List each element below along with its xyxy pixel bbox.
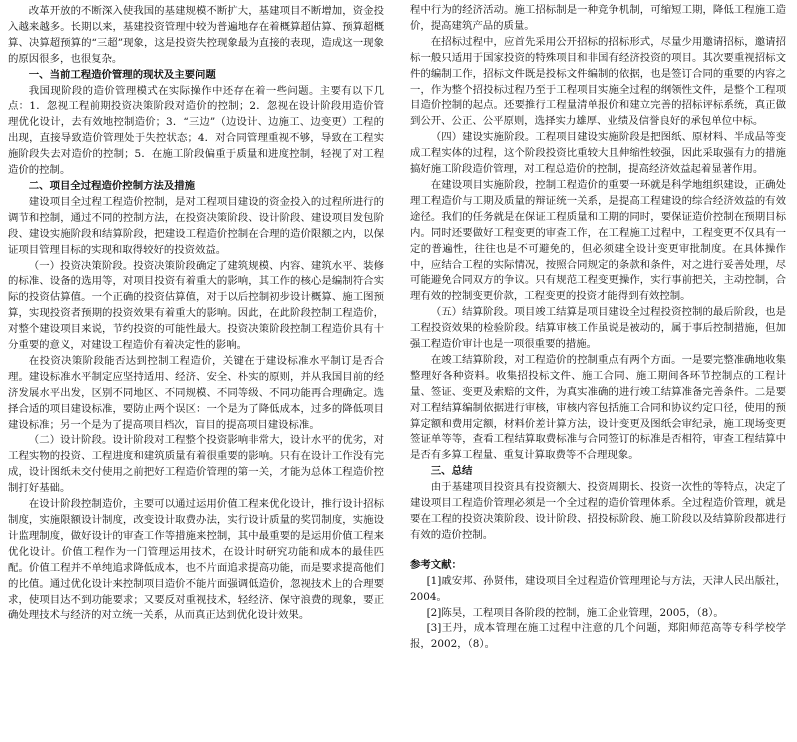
standard-paragraph: 在投资决策阶段能否达到控制工程造价，关键在于建设标准水平制订是否合理。建设标准水平制定应坚持适用、经济、安全、朴实的原则，并从我国目前的经济发展水平出发，区别不同地区、不同规模、不同等级、不同功能再合理确定。选择合适的项目建设标准，要防止两个误区：一个是为了降低成本，过多的降低项目建设标准；另一个是为了提高项目档次，盲目的提高项目建设标准。 [8, 354, 384, 431]
construction-control-paragraph: 在建设项目实施阶段，控制工程造价的重要一环就是科学地组织建设，正确处理工程造价与工期及质量的辩证统一关系，是提高工程建设的综合经济效益的有效途径。我们的任务就是在保证工程质量和工期的同时，要保证造价控制在预期目标内。同时还要做好工程变更的审查工作，在工程施工过程中，工程变更不仅具有一定的普遍性，往往也是不可避免的，但必须建全设计变更审批制度。在具体操作中，应结合工程的实际情况，按照合同规定的条款和条件，对之进行妥善处理，尽可能避免合同双方的争议。只有规范工程变更操作，实行事前把关，主动控制，合理有效的控制变更价款，工程变更的投资才能得到有效控制。 [410, 178, 786, 303]
summary-paragraph: 由于基建项目投资具有投资额大、投资周期长、投资一次性的等特点，决定了建设项目工程造价管理必须是一个全过程的造价管理体系。全过程造价管理，就是要在工程的投资决策阶段、设计阶段、招投标阶段、施工阶段以及结算阶段都进行有效的造价控制。 [410, 481, 786, 541]
section-heading-3: 三、总结 [430, 465, 473, 478]
right-column [410, 3, 786, 653]
references-title: 参考文献： [410, 558, 462, 571]
intro-paragraph: 改革开放的不断深入使我国的基建规模不断扩大，基建项目不断增加，资金投入越来越多。长期以来，基建投资管理中较为普遍地存在着概算超估算、预算超概算、决算超预算的“三超”现象，这是投资失控现象最为直接的表现，造成这一现象的原因很多，也很复杂。 [8, 5, 384, 65]
bidding-continued-paragraph: 程中行为的经济活动。施工招标制是一种竞争机制，可缩短工期，降低工程施工造价，提高建筑产品的质量。 [410, 4, 786, 32]
reference-item: [3]王丹，成本管理在施工过程中注意的几个问题，郑阳师范高等专科学校学报，2002，（8）。 [410, 622, 786, 651]
reference-item: [2]陈昊，工程项目各阶段的控制，施工企业管理，2005，（8）。 [426, 606, 724, 619]
bidding-paragraph: 在招标过程中，应首先采用公开招标的招标形式，尽量少用邀请招标，邀请招标一般只适用于国家投资的特殊项目和非国有经济投资的项目。其次要重视招标文件的编制工作，招标文件既是投标文件编制的依据，也是签订合同的重要的内容之一，作为整个招投标过程乃至于工程项目实施全过程的纲领性文件，是整个工程项目造价控制的起点。还要推行工程量清单报价和建立完善的招标评标系统，真正做到公开、公正、公平原则，选择实力雄厚、业绩及信誉良好的承包单位中标。 [410, 35, 786, 128]
methods-paragraph: 建设项目全过程工程造价控制，是对工程项目建设的资金投入的过程所进行的调节和控制，通过不同的控制方法，在投资决策阶段、设计阶段、建设项目发包阶段、建设实施阶段和结算阶段，把建设工程造价控制在合理的造价限额之内，以保证项目管理目标的实现和取得较好的投资效益。 [8, 195, 384, 256]
section-heading-2: 二、项目全过程造价控制方法及措施 [28, 179, 196, 192]
settlement-focus-paragraph: 在竣工结算阶段，对工程造价的控制重点有两个方面。一是要完整准确地收集整理好各种资料。收集招投标文件、施工合同、施工期间各环节控制点的工程计量、签证、变更及索赔的文件，为真实准确的进行竣工结算准备完善条件。二是要对工程结算编制依据进行审核，审核内容包括施工合同和协议约定口径，使用的预算定额和费用定额，材料价差计算方法，设计变更及图纸会审纪录，施工现场变更签证单等等，查看工程结算取费标准与合同签订的标准是否相符，审查工程结算中是否有多算工程量、重复计算取费等不合理现象。 [410, 353, 786, 462]
design-stage-paragraph: （二）设计阶段。设计阶段对工程整个投资影响非常大，设计水平的优劣，对工程实物的投资、工程进度和建筑质量有着很重要的影响。只有在设计工作没有完成，设计图纸未交付使用之前把好工程造价管理的第一关，才能为总体工程造价控制打好基础。 [8, 434, 384, 495]
decision-stage-paragraph: （一）投资决策阶段。投资决策阶段确定了建筑规模、内容、建筑水平、装修的标准、设备的选用等，对项目投资有着重大的影响，其工作的核心是编制符合实际的投资估算值。一个正确的投资估算值，对于以后控制初步设计概算、施工图预算，实现投资者预期的投资效果有着重大的影响。因此，在此阶段控制工程造价，对整个建设项目来说，节约投资的可能性最大。投资决策阶段控制工程造价具有十分重要的意义，对建设工程造价有着决定性的影响。 [8, 259, 384, 352]
section-heading-1: 一、当前工程造价管理的现状及主要问题 [28, 68, 216, 81]
left-column [8, 4, 384, 624]
value-engineering-paragraph: 在设计阶段控制造价，主要可以通过运用价值工程来优化设计，推行设计招标制度，实施限额设计制度，改变设计取费办法，实行设计质量的奖罚制度，实施设计监理制度，做好设计的审查工作等措施来控制，其中最重要的是运用价值工程来优化设计。价值工程作为一门管理运用技术，在设计时研究功能和成本的最佳匹配。价值工程并不单纯追求降低成本，也不片面追求提高功能，而是要求提高他们的比值。通过优化设计来控制项目造价不能片面强调低造价，忽视技术上的合理要求，使项目达不到功能要求；又要反对重视技术，轻经济、保守浪费的现象，要正确处理技术与经济的对立统一关系，从而真正达到优化设计效果。 [8, 498, 384, 622]
reference-item: [1]戚安邦、孙贤伟，建设项目全过程造价管理理论与方法，天津人民出版社，2004。 [410, 574, 786, 603]
references [410, 558, 786, 653]
problems-paragraph: 我国现阶段的造价管理模式在实际操作中还存在着一些问题。主要有以下几点：1．忽视工程前期投资决策阶段对造价的控制；2．忽视在设计阶段用造价管理优化设计，去有效地控制造价；3．“三边”（边设计、边施工、边变更）工程的出现，直接导致造价管理处于失控状态；4．对合同管理重视不够，导致在工程实施阶段失去对造价的控制；5．在施工阶段偏重于质量和进度控制，轻视了对工程造价的控制。 [8, 84, 384, 177]
construction-stage-paragraph: （四）建设实施阶段。工程项目建设实施阶段是把图纸、原材料、半成品等变成工程实体的过程，这个阶段投资比重较大且伸缩性较强，因此采取强有力的措施搞好施工阶段造价管理，对工程总造价的控制，提高经济效益起着显著作用。 [410, 131, 786, 176]
settlement-stage-paragraph: （五）结算阶段。项目竣工结算是项目建设全过程投资控制的最后阶段，也是工程投资效果的检验阶段。结算审核工作虽说是被动的，属于事后控制措施，但加强工程造价审计也是一项很重要的措施。 [410, 306, 786, 351]
